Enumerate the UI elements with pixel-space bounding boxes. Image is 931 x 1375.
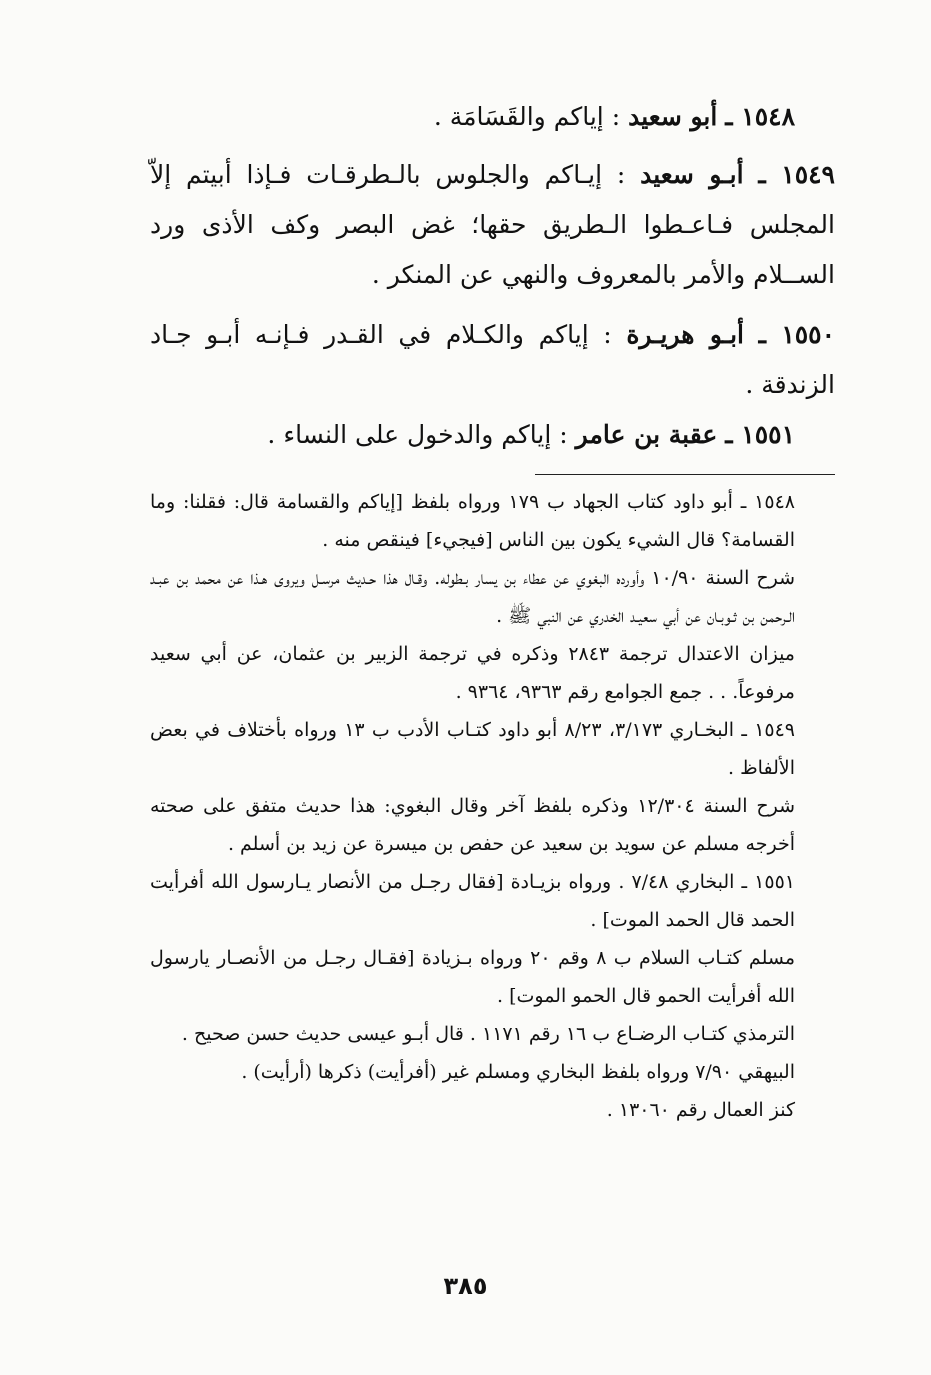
hadith-text: : إياكم والقَسَامَة . [433, 102, 621, 131]
footnote: كنز العمال رقم ١٣٠٦٠ . [606, 1099, 795, 1121]
hadith-1550 [150, 310, 835, 410]
hadith-narrator: أبو سعيد [628, 102, 718, 131]
footnotes [150, 483, 835, 1129]
hadith-list [150, 92, 835, 460]
footnote: ١٥٤٨ ـ أبو داود كتاب الجهاد ب ١٧٩ ورواه بلفظ [إياكم والقسامة قال: فقلنا: وما القسامة؟ قال الشيء يكون بين الناس [فيجيء] فينقص منه . [150, 491, 795, 551]
footnote: مسلم كتـاب السلام ب ٨ وقم ٢٠ ورواه بـزيادة [فقـال رجـل من الأنصـار يارسول الله أفرأيت الحمو قال الحمو الموت] . [150, 947, 795, 1007]
footnote: ١٥٥١ ـ البخاري ٧/٤٨ . ورواه بزيـادة [فقال رجـل من الأنصار يـارسول الله أفرأيت الحمد قال الحمد الموت] . [150, 871, 795, 931]
footnote: البيهقي ٧/٩٠ ورواه بلفظ البخاري ومسلم غير (أفرأيت) ذكرها (أرأيت) . [241, 1061, 795, 1083]
page-body [150, 92, 835, 1129]
footnote: ١٥٤٩ ـ البخـاري ٣/١٧٣، ٨/٢٣ أبو داود كتـاب الأدب ب ١٣ ورواه بأختلاف في بعض الألفاظ . [150, 719, 796, 779]
footnote: الترمذي كتـاب الرضـاع ب ١٦ رقم ١١٧١ . قال أبـو عيسى حديث حسن صحيح . [181, 1023, 795, 1045]
footnote: شرح السنة ١٠/٩٠ وأورده البغوي عن عطاء بن يسار بـطوله. وقـال هذا حـديث مرسـل ويروى هـذا عن محمد بن عبـد الـرحمن بن ثـوبـان عن أبي سعيـد الخدري عن النبي ﷺ . [150, 567, 795, 627]
hadith-narrator: أبـو سعيد [640, 160, 744, 189]
hadith-number: ١٥٤٩ ـ [758, 160, 835, 189]
hadith-1548 [150, 92, 835, 142]
hadith-narrator: أبـو هريـرة [626, 320, 744, 349]
hadith-1549 [150, 150, 835, 300]
footnote-separator [535, 474, 835, 475]
page-number: ٣٨٥ [443, 1272, 488, 1300]
hadith-number: ١٥٥١ ـ [725, 420, 795, 449]
hadith-text: : إيـاكم والجلوس بالـطرقـات فـإذا أبيتم إلاّ المجلس فـاعـطوا الـطريق حقها؛ غض البصر وكف الأذى ورد الســلام والأمر بالمعروف والنهي عن المنكر . [150, 160, 835, 289]
footnote: ميزان الاعتدال ترجمة ٢٨٤٣ وذكره في ترجمة الزبير بن عثمان، عن أبي سعيد مرفوعاً. . . جمع الجوامع رقم ٩٣٦٣، ٩٣٦٤ . [150, 643, 795, 703]
hadith-number: ١٥٥٠ ـ [758, 320, 836, 349]
hadith-number: ١٥٤٨ ـ [725, 102, 795, 131]
footnote: شرح السنة ١٢/٣٠٤ وذكره بلفظ آخر وقال البغوي: هذا حديث متفق على صحته أخرجه مسلم عن سويد بن سعيد عن حفص بن ميسرة عن زيد بن أسلم . [150, 795, 795, 855]
hadith-1551 [150, 410, 835, 460]
hadith-text: : إياكم والكـلام في القـدر فـإنـه أبـو جـاد الزندقة . [150, 320, 835, 399]
hadith-narrator: عقبة بن عامر [575, 420, 718, 449]
hadith-text: : إياكم والدخول على النساء . [267, 420, 568, 449]
